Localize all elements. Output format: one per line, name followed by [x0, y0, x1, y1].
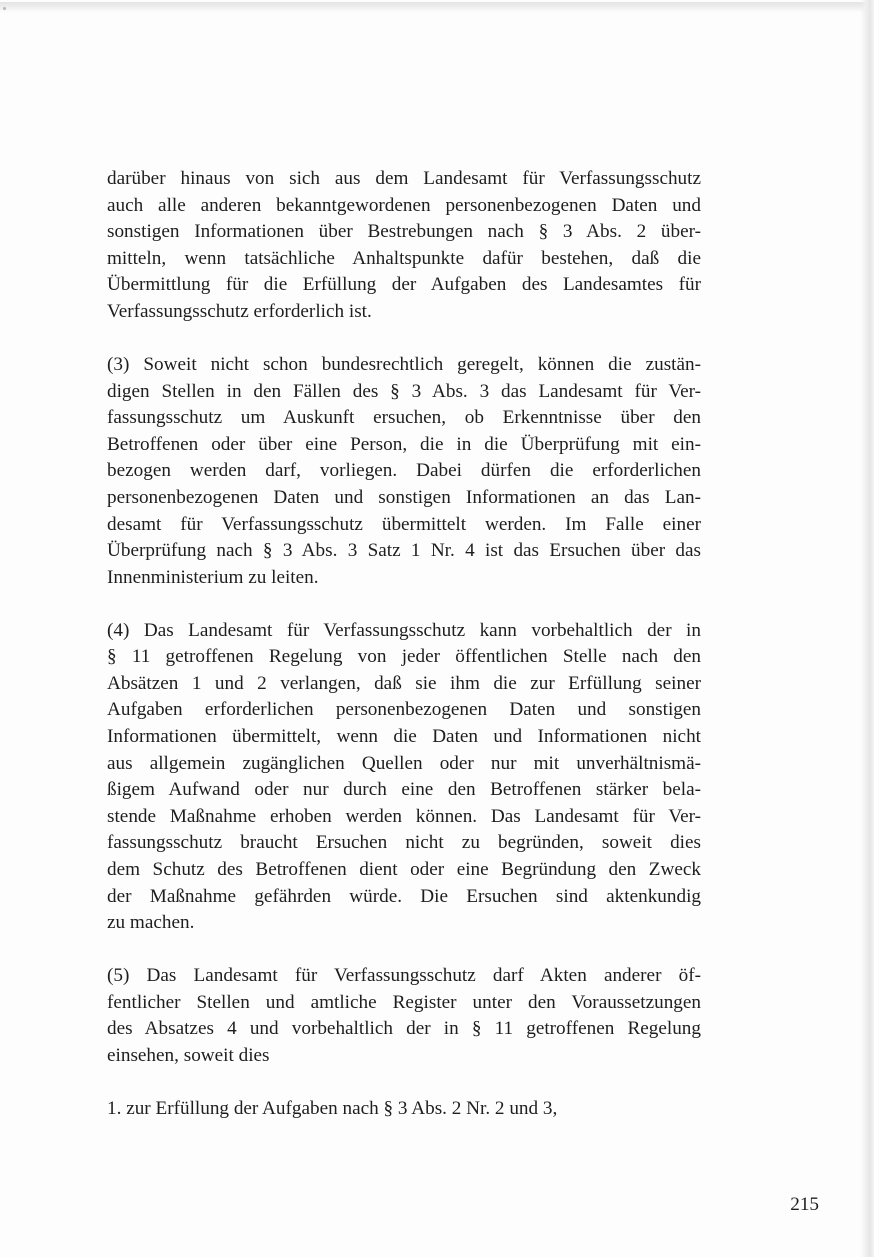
text-line: auch alle anderen bekanntgewordenen personenbezogenen Daten und [107, 194, 701, 216]
paragraph [107, 352, 701, 591]
text-line: der Maßnahme gefährden würde. Die Ersuchen sind aktenkundig [107, 885, 701, 907]
paragraph [107, 166, 701, 326]
scan-speck [3, 7, 6, 10]
text-line: darüber hinaus von sich aus dem Landesamt für Verfassungsschutz [107, 168, 701, 189]
text-line: Verfassungsschutz erforderlich ist. [107, 300, 372, 322]
text-line: stende Maßnahme erhoben werden können. Das Landesamt für Ver- [107, 805, 701, 827]
text-line: dem Schutz des Betroffenen dient oder eine Begründung den Zweck [107, 859, 701, 881]
page-number: 215 [790, 1194, 819, 1215]
paragraph [107, 618, 701, 937]
scan-top-edge [0, 2, 866, 12]
text-line: Informationen übermittelt, wenn die Daten und Informationen nicht [107, 726, 701, 748]
text-line: ßigem Aufwand oder nur durch eine den Betroffenen stärker bela- [107, 779, 701, 801]
text-line: mitteln, wenn tatsächliche Anhaltspunkte dafür bestehen, daß die [107, 247, 701, 269]
scan-right-edge [860, 0, 874, 1257]
text-line: digen Stellen in den Fällen des § 3 Abs. 3 das Landesamt für Ver- [107, 380, 701, 402]
text-line: sonstigen Informationen über Bestrebungen nach § 3 Abs. 2 über- [107, 221, 701, 243]
text-line: Innenministerium zu leiten. [107, 566, 319, 588]
text-line: des Absatzes 4 und vorbehaltlich der in § 11 getroffenen Regelung [107, 1018, 701, 1040]
paragraph [107, 1096, 701, 1123]
text-line: fentlicher Stellen und amtliche Register unter den Voraussetzungen [107, 991, 701, 1013]
text-line: (5) Das Landesamt für Verfassungsschutz darf Akten anderer öf- [107, 965, 701, 987]
text-line: 1. zur Erfüllung der Aufgaben nach § 3 Abs. 2 Nr. 2 und 3, [107, 1097, 558, 1119]
text-line: fassungsschutz braucht Ersuchen nicht zu begründen, soweit dies [107, 832, 701, 854]
text-line: Aufgaben erforderlichen personenbezogenen Daten und sonstigen [107, 699, 701, 721]
text-line: personenbezogenen Daten und sonstigen Informationen an das Lan- [107, 486, 701, 508]
text-line: bezogen werden darf, vorliegen. Dabei dürfen die erforderlichen [107, 460, 701, 482]
text-line: Übermittlung für die Erfüllung der Aufgaben des Landesamtes für [107, 274, 701, 296]
body-text [107, 166, 701, 1149]
text-line: aus allgemein zugänglichen Quellen oder nur mit unverhältnismä- [107, 752, 701, 774]
text-line: (3) Soweit nicht schon bundesrechtlich geregelt, können die zustän- [107, 353, 701, 375]
text-line: einsehen, soweit dies [107, 1044, 270, 1066]
paragraph [107, 963, 701, 1069]
text-line: (4) Das Landesamt für Verfassungsschutz kann vorbehaltlich der in [107, 619, 701, 641]
text-line: Absätzen 1 und 2 verlangen, daß sie ihm die zur Erfüllung seiner [107, 672, 701, 694]
text-line: desamt für Verfassungsschutz übermittelt werden. Im Falle einer [107, 513, 701, 535]
text-line: § 11 getroffenen Regelung von jeder öffentlichen Stelle nach den [107, 646, 701, 668]
text-line: fassungsschutz um Auskunft ersuchen, ob Erkenntnisse über den [107, 407, 701, 429]
text-line: Betroffenen oder über eine Person, die in die Überprüfung mit ein- [107, 433, 701, 455]
text-line: Überprüfung nach § 3 Abs. 3 Satz 1 Nr. 4 ist das Ersuchen über das [107, 540, 701, 562]
text-line: zu machen. [107, 912, 195, 934]
